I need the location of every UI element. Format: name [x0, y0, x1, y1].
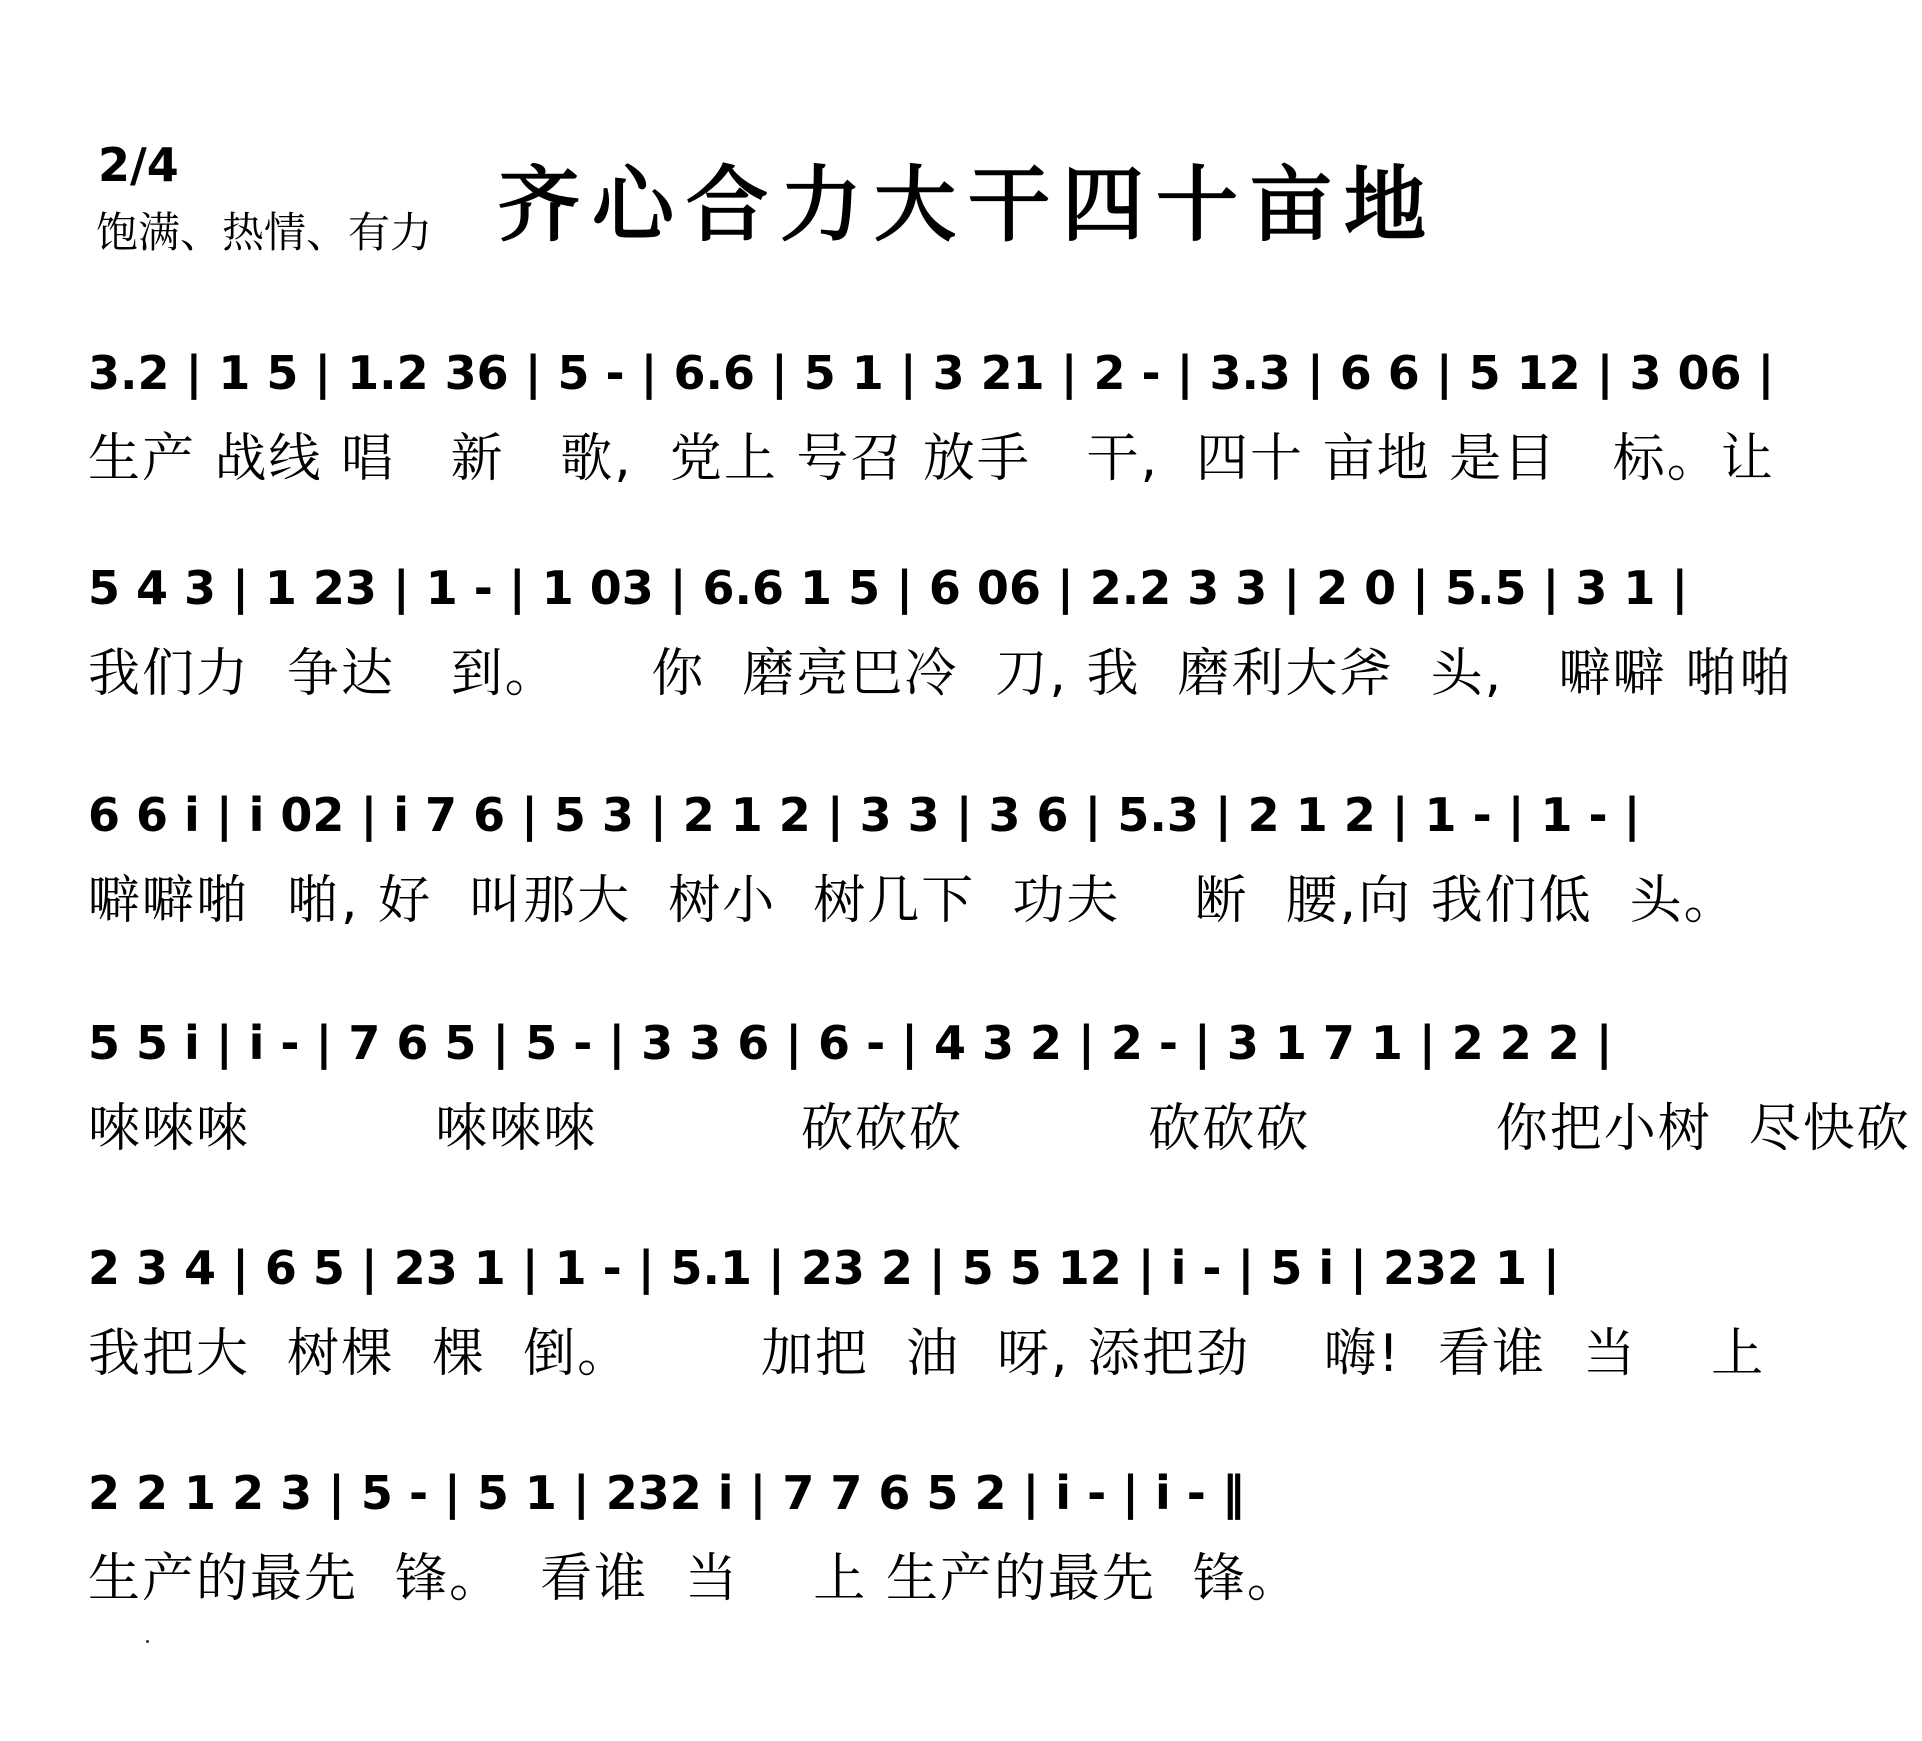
time-signature: 2/4	[98, 138, 179, 192]
lyrics-row: 我们力 争达 到。 你 磨亮巴冷 刀, 我 磨利大斧 头, 噼噼 啪啪	[88, 644, 1794, 704]
lyrics-row: 生产 战线 唱 新 歌, 党上 号召 放手 干, 四十 亩地 是目 标。让	[88, 429, 1775, 489]
scan-speck	[146, 1640, 149, 1643]
notation-text: 5 5 i | i - | 7 6 5 | 5 - | 3 3 6 | 6 - | 4 3 2 | 2 - | 3 1 7 1 | 2 2 2 |	[88, 1016, 1613, 1070]
lyrics-row: 噼噼啪 啪, 好 叫那大 树小 树几下 功夫 断 腰,向 我们低 头。	[88, 871, 1738, 931]
notation-text: 3.2 | 1 5 | 1.2 36 | 5 - | 6.6 | 5 1 | 3 21 | 2 - | 3.3 | 6 6 | 5 12 | 3 06 |	[88, 346, 1775, 400]
notation-text: 2 3 4 | 6 5 | 23 1 | 1 - | 5.1 | 23 2 | 5 5 12 | i - | 5 i | 232 1 |	[88, 1241, 1560, 1295]
lyrics-row: 唻唻唻 唻唻唻 砍砍砍 砍砍砍 你把小树 尽快砍	[88, 1099, 1911, 1159]
notation-text: 6 6 i | i 02 | i 7 6 | 5 3 | 2 1 2 | 3 3 | 3 6 | 5.3 | 2 1 2 | 1 - | 1 - |	[88, 788, 1641, 842]
lyrics-row: 我把大 树棵 棵 倒。 加把 油 呀, 添把劲 嗨! 看谁 当 上	[88, 1324, 1766, 1384]
lyrics-row: 生产的最先 锋。 看谁 当 上 生产的最先 锋。	[88, 1549, 1301, 1609]
notation-text: 2 2 1 2 3 | 5 - | 5 1 | 232 i | 7 7 6 5 2 | i - | i - ‖	[88, 1466, 1245, 1520]
song-title: 齐心合力大干四十亩地	[498, 157, 1439, 253]
notation-text: 5 4 3 | 1 23 | 1 - | 1 03 | 6.6 1 5 | 6 06 | 2.2 3 3 | 2 0 | 5.5 | 3 1 |	[88, 561, 1689, 615]
tempo-marking: 饱满、热情、有力	[96, 208, 433, 257]
